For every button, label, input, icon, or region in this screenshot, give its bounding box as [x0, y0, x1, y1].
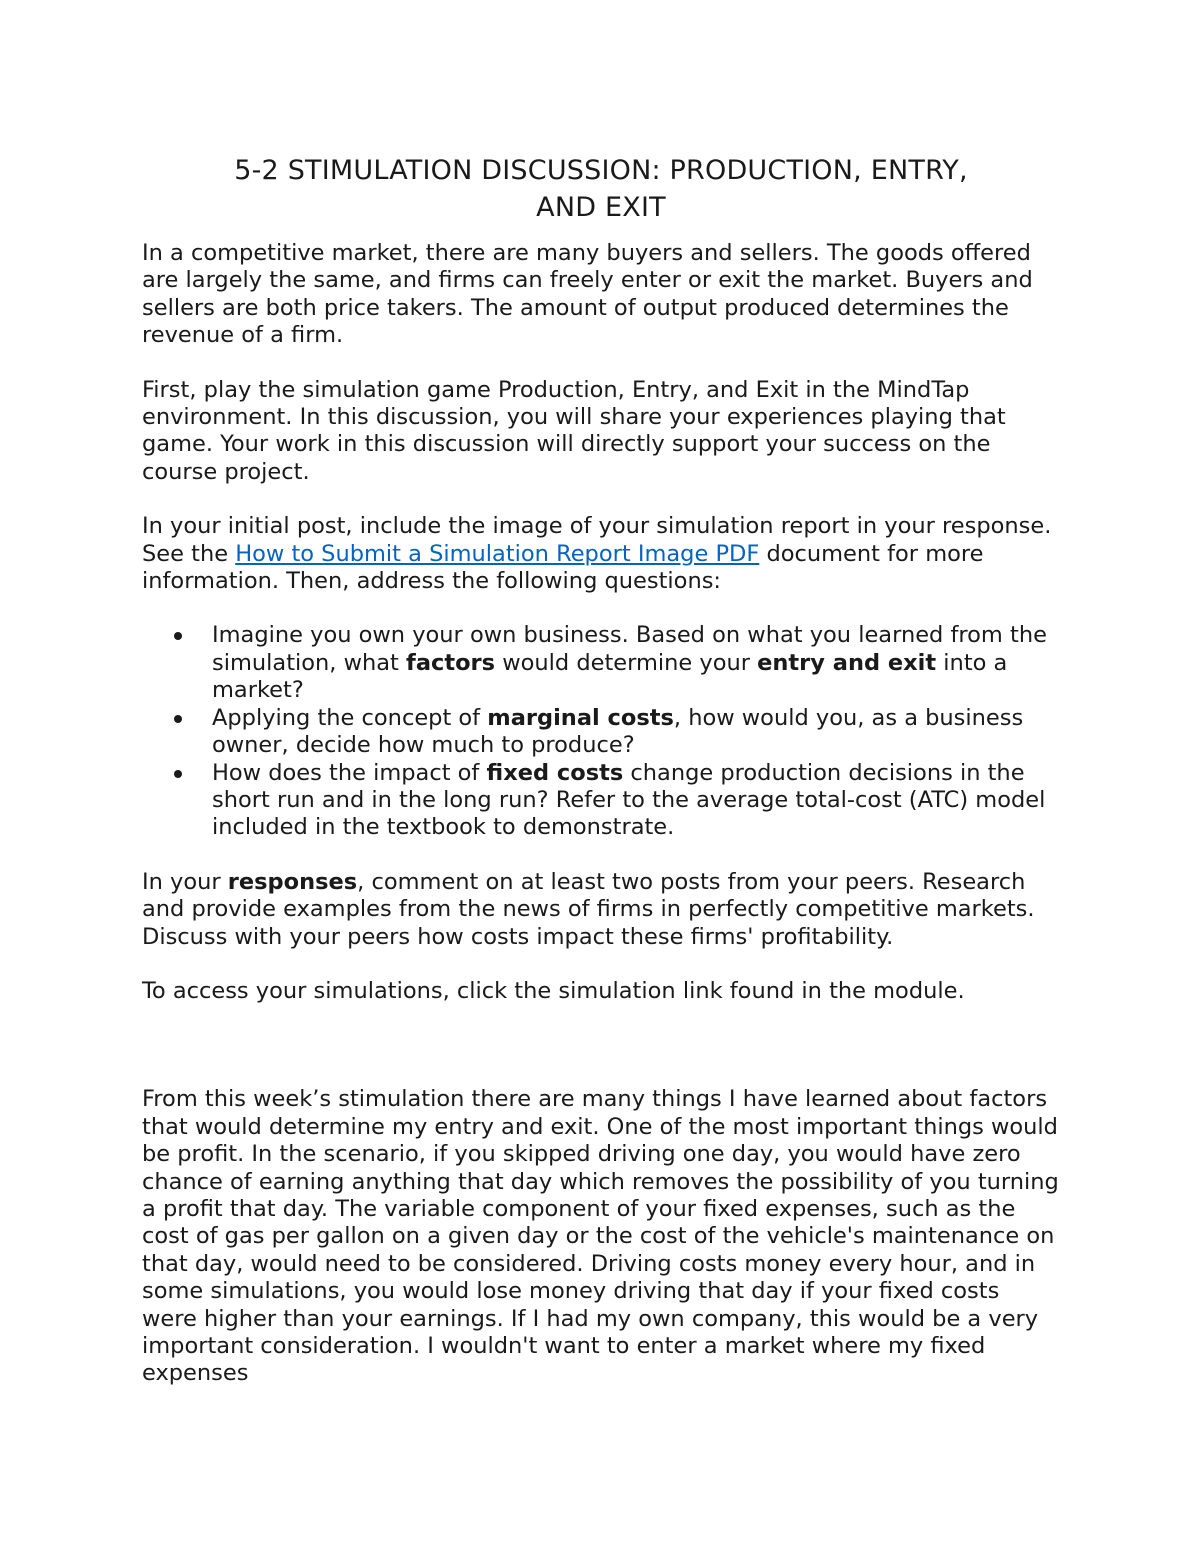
bullet-icon [174, 632, 182, 640]
list-item [142, 705, 1060, 760]
question-text: , how would you, as a business owner, decide how much to produce? [212, 704, 1024, 759]
responses-text: In your [142, 868, 228, 895]
bullet-icon [174, 715, 182, 723]
responses-paragraph [142, 869, 1060, 951]
question-text: Imagine you own your own business. Based on what you learned from the simulation, what [212, 622, 1047, 676]
question-bold-term: marginal costs [487, 704, 674, 731]
answer-paragraph: From this week’s stimulation there are many things I have learned about factors that would determine my entry and exit. One of the most important things would be profit. In the scenario, if you skipped driving one day, you would have zero chance of earning anything that day which removes the possibility of you turning a profit that day. The variable component of your fixed expenses, such as the cost of gas per gallon on a given day or the cost of the vehicle's maintenance on that day, would need to be considered. Driving costs money every hour, and in some simulations, you would lose money driving that day if your fixed costs were higher than your earnings. If I had my own company, this would be a very important consideration. I wouldn't want to enter a market where my fixed expenses [142, 1086, 1059, 1387]
title-line-2: AND EXIT [536, 192, 666, 223]
initial-post-paragraph [142, 513, 1060, 595]
submission-guide-link[interactable]: How to Submit a Simulation Report Image PDF [235, 540, 760, 567]
access-paragraph: To access your simulations, click the simulation link found in the module. [142, 977, 965, 1004]
list-item [142, 760, 1060, 842]
initial-post-text-after: document for more information. Then, address the following questions: [142, 540, 984, 595]
question-text: would determine your [495, 649, 758, 676]
page-title [142, 152, 1060, 226]
question-text: into a market? [212, 649, 1008, 704]
responses-bold-term: responses [227, 868, 358, 895]
initial-post-text-before: In your initial post, include the image of your simulation report in your response. See the [142, 513, 1052, 567]
responses-text: , comment on at least two posts from your peers. Research and provide examples from the news of firms in perfectly competitive markets. Discuss with your peers how costs impact these firms' profitability. [142, 868, 1035, 950]
question-list [142, 622, 1060, 841]
bullet-icon [174, 770, 182, 778]
list-item [142, 622, 1060, 704]
question-bold-term: fixed costs [486, 759, 624, 786]
document-page [142, 152, 1060, 1388]
question-text: change production decisions in the short run and in the long run? Refer to the average total-cost (ATC) model included in the textbook to demonstrate. [212, 759, 1046, 841]
question-bold-term: factors [406, 649, 496, 676]
blank-line [142, 1032, 1060, 1086]
question-text: How does the impact of [212, 759, 487, 786]
question-text: Applying the concept of [212, 704, 488, 731]
instructions-paragraph: First, play the simulation game Production, Entry, and Exit in the MindTap environment. In this discussion, you will share your experiences playing that game. Your work in this discussion will directly support your success on the course project. [142, 376, 1006, 485]
intro-paragraph: In a competitive market, there are many buyers and sellers. The goods offered are largely the same, and firms can freely enter or exit the market. Buyers and sellers are both price takers. The amount of output produced determines the revenue of a firm. [142, 240, 1033, 349]
question-bold-term: entry and exit [757, 649, 937, 676]
title-line-1: 5-2 STIMULATION DISCUSSION: PRODUCTION, ENTRY, [234, 155, 968, 186]
